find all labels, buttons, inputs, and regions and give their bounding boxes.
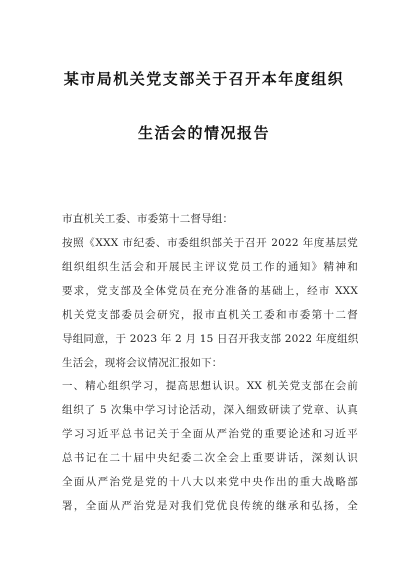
paragraph-line: 导组同意，于 2023 年 2 月 15 日召开我支部 2022 年度组织 bbox=[62, 333, 359, 345]
paragraph-line: 机关党支部委员会研究，报市直机关工委和市委第十二督 bbox=[62, 309, 358, 321]
paragraph-line: 组织了 5 次集中学习讨论活动，深入细致研读了党章、认真 bbox=[62, 404, 358, 416]
paragraph-line: 学习习近平总书记关于全面从严治党的重要论述和习近平 bbox=[62, 428, 358, 440]
paragraph-line: 署，全面从严治党是对我们党优良传统的继承和弘扬，全 bbox=[62, 500, 358, 512]
paragraph-line: 一、精心组织学习，提高思想认识。XX 机关党支部在会前 bbox=[62, 380, 358, 392]
addressee: 市直机关工委、市委第十二督导组： bbox=[62, 213, 234, 225]
document-title-line-2: 生活会的情况报告 bbox=[137, 124, 270, 142]
paragraph-line: 全面从严治党是党的十八大以来党中央作出的重大战略部 bbox=[62, 476, 358, 488]
paragraph-line: 总书记在二十届中央纪委二次全会上重要讲话，深刻认识 bbox=[62, 452, 358, 464]
paragraph-line: 生活会，现将会议情况汇报如下： bbox=[62, 357, 223, 369]
paragraph-line: 组织组织生活会和开展民主评议党员工作的通知》精神和 bbox=[62, 261, 358, 273]
paragraph-line: 按照《XXX 市纪委、市委组织部关于召开 2022 年度基层党 bbox=[62, 237, 358, 249]
paragraph-line: 要求，党支部及全体党员在充分准备的基础上，经市 XXX bbox=[62, 285, 358, 297]
document-title-line-1: 某市局机关党支部关于召开本年度组织 bbox=[63, 70, 345, 88]
